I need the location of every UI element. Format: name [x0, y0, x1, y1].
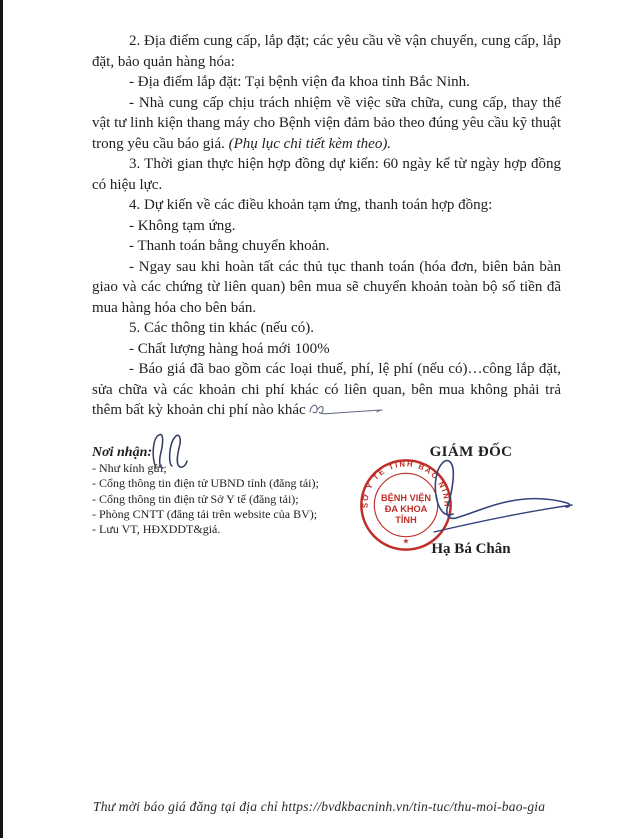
scan-artifact-line — [0, 0, 3, 838]
paragraph-text: 5. Các thông tin khác (nếu có). — [129, 320, 314, 336]
paragraph-text: 4. Dự kiến về các điều khoản tạm ứng, thanh toán hợp đồng: — [129, 197, 493, 213]
director-signature — [420, 448, 580, 543]
handwritten-paraph — [148, 431, 192, 471]
paragraph-text: - Ngay sau khi hoàn tất các thủ tục thanh toán (hóa đơn, biên bản bàn giao và các chứng từ liên quan) bên mua sẽ chuyển khoản toàn bộ số tiền đã mua hàng hóa cho bên bán. — [92, 258, 561, 316]
stamp-ring-text: SỞ Y TẾ TỈNH BẮC NINH — [360, 459, 452, 509]
recipients-title: Nơi nhận: — [92, 445, 153, 460]
paragraph-italic-note: (Phụ lục chi tiết kèm theo). — [228, 135, 392, 152]
signer-title: GIÁM ĐỐC — [429, 444, 513, 460]
paragraph-price-includes — [92, 359, 561, 421]
recipient-item: - Cổng thông tin điện tử UBND tỉnh (đăng tải); — [92, 476, 319, 491]
paragraph-text: - Địa điểm lắp đặt: Tại bệnh viện đa khoa tỉnh Bắc Ninh. — [129, 74, 470, 90]
stamp-center-line2: ĐA KHOA — [384, 504, 428, 515]
paragraph-quality — [92, 339, 561, 360]
recipient-item: - Cổng thông tin điện tử Sở Y tế (đăng tải); — [92, 491, 299, 506]
paragraph-5-other-info — [92, 318, 561, 339]
paragraph-bank-transfer — [92, 236, 561, 257]
document-body — [92, 31, 561, 421]
paragraph-no-advance — [92, 216, 561, 237]
paragraph-text: - Nhà cung cấp chịu trách nhiệm về việc sữa chữa, cung cấp, thay thế vật tư linh kiện thang máy cho Bệnh viện đảm bảo theo đúng yêu cầu kỹ thuật trong yêu cầu báo giá. — [92, 94, 561, 152]
recipient-item: - Như kính gửi; — [92, 461, 167, 475]
paragraph-supplier-responsibility — [92, 93, 561, 155]
stamp-star: ★ — [402, 536, 410, 546]
paragraph-text: - Báo giá đã bao gồm các loại thuế, phí, lệ phí (nếu có)…công lắp đặt, sửa chữa và các khoản chi phí khác có liên quan, bên mua không phải trả thêm bất kỳ khoản chi phí nào khác — [92, 361, 561, 418]
footer-note: Thư mời báo giá đăng tại địa chỉ https://bvdkbacninh.vn/tin-tuc/thu-moi-bao-gia — [93, 799, 546, 814]
paragraph-3-duration — [92, 154, 561, 195]
recipient-item: - Lưu VT, HĐXDDT&giá. — [92, 522, 221, 537]
paragraph-text: - Thanh toán bằng chuyển khoản. — [129, 238, 330, 254]
paragraph-text: - Chất lượng hàng hoá mới 100% — [129, 340, 330, 357]
recipients-block — [92, 444, 319, 537]
paragraph-2-heading — [92, 31, 561, 72]
paragraph-text: 2. Địa điểm cung cấp, lắp đặt; các yêu cầu về vận chuyển, cung cấp, lắp đặt, bảo quản hàng hóa: — [92, 33, 561, 70]
paragraph-payment-process — [92, 257, 561, 319]
recipient-item: - Phòng CNTT (đăng tải trên website của BV); — [92, 506, 318, 521]
stamp-center-line3: TỈNH — [395, 515, 417, 526]
paragraph-text: 3. Thời gian thực hiện hợp đồng dự kiến: 60 ngày kể từ ngày hợp đồng có hiệu lực. — [92, 156, 561, 193]
stamp-center-line1: BỆNH VIỆN — [380, 493, 432, 504]
handwritten-ink-mark — [307, 401, 385, 417]
paragraph-install-location — [92, 72, 561, 93]
paragraph-4-payment-terms — [92, 195, 561, 216]
signer-name: Hạ Bá Chân — [431, 541, 511, 557]
paragraph-text: - Không tạm ứng. — [129, 217, 236, 234]
